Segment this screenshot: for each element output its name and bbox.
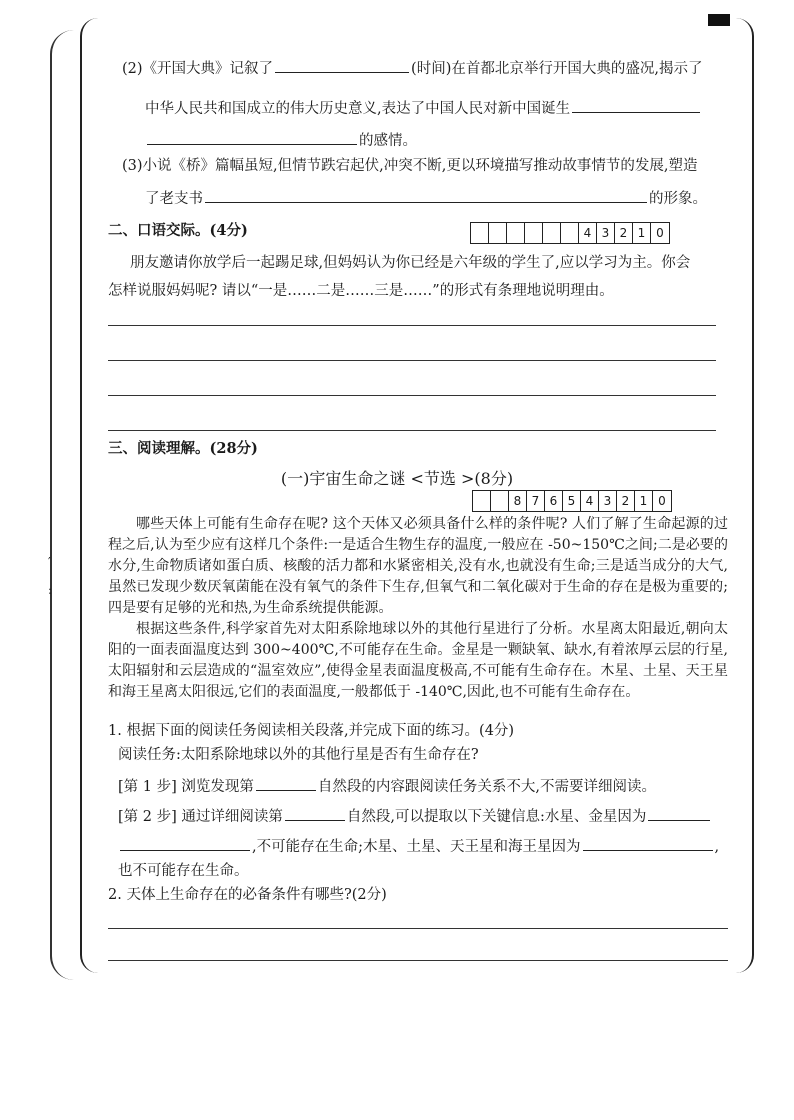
score-cell: 0 bbox=[658, 494, 666, 508]
question-2-title: 2. 天体上生命存在的必备条件有哪些?(2分) bbox=[108, 887, 387, 903]
q3-line2 bbox=[145, 188, 707, 210]
q2-line1 bbox=[122, 58, 702, 80]
answer-line[interactable] bbox=[108, 430, 716, 431]
score-cell[interactable] bbox=[561, 223, 579, 243]
answer-line[interactable] bbox=[108, 360, 716, 361]
question-1-step2-cont bbox=[118, 836, 719, 858]
corner-mark bbox=[708, 14, 730, 26]
step2-text: 自然段,可以提取以下关键信息:水星、金星因为 bbox=[346, 809, 647, 825]
section2-prompt-line2: 怎样说服妈妈呢? 请以“一是……二是……三是……”的形式有条理地说明理由。 bbox=[108, 283, 614, 299]
q3-text: (3)小说《桥》篇幅虽短,但情节跌宕起伏,冲突不断,更以环境描写推动故事情节的发展,塑造 bbox=[122, 158, 698, 174]
section2-prompt-line1: 朋友邀请你放学后一起踢足球,但妈妈认为你已经是六年级的学生了,应以学习为主。你会 bbox=[130, 255, 691, 271]
score-cell: 3 bbox=[597, 223, 615, 243]
q3-line1 bbox=[122, 155, 697, 177]
margin-mark: ′ bbox=[48, 555, 51, 569]
q3-text: 的形象。 bbox=[649, 191, 707, 207]
answer-blank-step1[interactable] bbox=[256, 776, 316, 791]
passage bbox=[108, 514, 728, 703]
q3-text: 了老支书 bbox=[145, 191, 203, 207]
passage-paragraph-1: 哪些天体上可能有生命存在呢? 这个天体又必须具备什么样的条件呢? 人们了解了生命起源的过程之后,认为至少应有这样几个条件:一是适合生物生存的温度,一般应在 -50~150℃之间;二是必要的水分,生命物质诸如蛋白质、核酸的活力都和水紧密相关,没有水,也就没有生命;三是适当成分的大气,虽然已发现少数厌氧菌能在没有氧气的条件下生存,但氧气和二氧化碳对于生命的存在是极为重要的;四是要有足够的光和热,为生命系统提供能源。 bbox=[108, 516, 728, 616]
score-cell: 1 bbox=[633, 223, 651, 243]
answer-line[interactable] bbox=[108, 960, 728, 961]
score-cell: 1 bbox=[635, 491, 653, 511]
answer-blank-feeling[interactable] bbox=[572, 98, 700, 113]
q2-text: (2)《开国大典》记叙了 bbox=[122, 61, 274, 77]
score-cell: 0 bbox=[656, 226, 664, 240]
score-box-section2 bbox=[470, 222, 670, 244]
answer-line[interactable] bbox=[108, 395, 716, 396]
question-1-step2-end: 也不可能存在生命。 bbox=[118, 863, 249, 879]
score-cell: 4 bbox=[581, 491, 599, 511]
passage-title: (一)宇宙生命之谜 <节选 >(8分) bbox=[280, 469, 514, 488]
score-cell[interactable] bbox=[471, 223, 489, 243]
binding-edge bbox=[50, 30, 74, 980]
section2-title: 二、口语交际。(4分) bbox=[108, 222, 248, 239]
step2-text: ,不可能存在生命;木星、土星、天王星和海王星因为 bbox=[252, 839, 581, 855]
answer-blank-time[interactable] bbox=[275, 58, 409, 73]
answer-blank-feeling-cont[interactable] bbox=[147, 130, 357, 145]
q2-line3 bbox=[145, 130, 417, 152]
score-cell: 3 bbox=[599, 491, 617, 511]
passage-paragraph-2: 根据这些条件,科学家首先对太阳系除地球以外的其他行星进行了分析。水星离太阳最近,朝向太阳的一面表面温度达到 300~400℃,不可能存在生命。金星是一颗缺氧、缺水,有着浓厚云层的行星,太阳辐射和云层造成的“温室效应”,使得金星表面温度极高,不可能有生命存在。木星、土星、天王星和海王星离太阳很远,它们的表面温度,一般都低于 -140℃,因此,也不可能有生命存在。 bbox=[108, 621, 728, 700]
margin-mark: : bbox=[48, 583, 53, 597]
step1-text: [第 1 步] 浏览发现第 bbox=[118, 779, 254, 795]
score-cell: 8 bbox=[509, 491, 527, 511]
question-1-step2 bbox=[118, 806, 712, 828]
score-cell: 2 bbox=[617, 491, 635, 511]
score-cell: 5 bbox=[563, 491, 581, 511]
answer-blank-step2-paragraph[interactable] bbox=[285, 806, 345, 821]
answer-blank-step2-reason2[interactable] bbox=[583, 836, 713, 851]
question-1-title: 1. 根据下面的阅读任务阅读相关段落,并完成下面的练习。(4分) bbox=[108, 723, 515, 739]
step2-text: [第 2 步] 通过详细阅读第 bbox=[118, 809, 283, 825]
step1-text: 自然段的内容跟阅读任务关系不大,不需要详细阅读。 bbox=[317, 779, 656, 795]
score-cell[interactable] bbox=[489, 223, 507, 243]
score-cell[interactable] bbox=[473, 491, 491, 511]
answer-blank-character[interactable] bbox=[205, 188, 647, 203]
step2-text: , bbox=[714, 839, 720, 855]
score-cell[interactable] bbox=[507, 223, 525, 243]
answer-line[interactable] bbox=[108, 928, 728, 929]
answer-blank-step2-reason1-cont[interactable] bbox=[120, 836, 250, 851]
section3-title: 三、阅读理解。(28分) bbox=[108, 440, 258, 457]
q2-line2 bbox=[145, 98, 702, 120]
score-cell: 4 bbox=[579, 223, 597, 243]
q2-text: (时间)在首都北京举行开国大典的盛况,揭示了 bbox=[411, 61, 703, 77]
question-1-task: 阅读任务:太阳系除地球以外的其他行星是否有生命存在? bbox=[118, 747, 479, 763]
answer-blank-step2-reason1[interactable] bbox=[648, 806, 710, 821]
answer-line[interactable] bbox=[108, 325, 716, 326]
score-cell[interactable] bbox=[525, 223, 543, 243]
q2-text: 中华人民共和国成立的伟大历史意义,表达了中国人民对新中国诞生 bbox=[145, 101, 571, 117]
score-cell[interactable] bbox=[491, 491, 509, 511]
question-1-step1 bbox=[118, 776, 656, 798]
score-cell: 7 bbox=[527, 491, 545, 511]
score-cell: 6 bbox=[545, 491, 563, 511]
score-box-passage bbox=[472, 490, 672, 512]
score-cell[interactable] bbox=[543, 223, 561, 243]
q2-text: 的感情。 bbox=[359, 133, 417, 149]
score-cell: 2 bbox=[615, 223, 633, 243]
